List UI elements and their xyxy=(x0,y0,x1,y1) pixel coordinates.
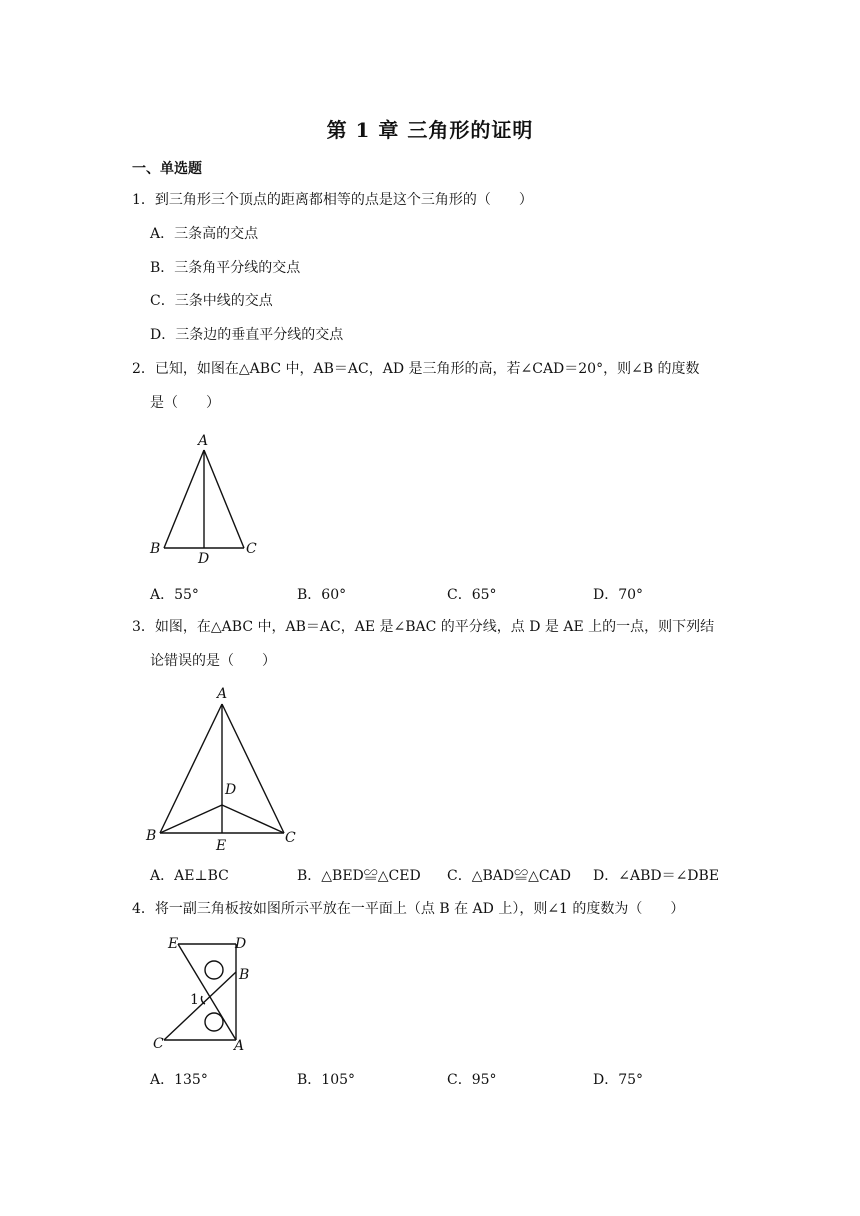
q2-label-c: C xyxy=(246,541,257,557)
q3-label-d: D xyxy=(225,782,237,798)
question-2-option-b: B．60° xyxy=(297,587,347,603)
question-2-option-c: C．65° xyxy=(447,587,497,603)
question-4-option-d: D．75° xyxy=(593,1072,644,1088)
question-4-option-a: A．135° xyxy=(150,1072,208,1088)
question-2-stem-line2: 是（ ） xyxy=(150,395,220,411)
question-3-option-d: D．∠ABD＝∠DBE xyxy=(593,868,720,884)
section-heading: 一、单选题 xyxy=(132,161,202,177)
question-2-option-a: A．55° xyxy=(150,587,199,603)
q3-label-a: A xyxy=(217,686,228,702)
q2-label-b: B xyxy=(150,541,161,557)
q4-label-b: B xyxy=(239,967,250,983)
q3-label-c: C xyxy=(285,830,296,846)
question-4-figure xyxy=(150,930,270,1060)
question-2-option-d: D．70° xyxy=(593,587,644,603)
q3-label-e: E xyxy=(216,838,227,854)
q2-label-d: D xyxy=(198,551,210,567)
question-1-stem: 1．到三角形三个顶点的距离都相等的点是这个三角形的（ ） xyxy=(132,192,533,208)
q2-label-a: A xyxy=(198,433,209,449)
q4-label-angle-1: 1 xyxy=(190,992,199,1008)
question-3-option-b: B．△BED≌△CED xyxy=(297,868,421,884)
question-1-option-c: C．三条中线的交点 xyxy=(150,293,273,309)
question-2-stem-line1: 2．已知，如图在△ABC 中，AB＝AC，AD 是三角形的高，若∠CAD＝20°，则∠B 的度数 xyxy=(132,361,700,377)
q4-label-c: C xyxy=(153,1036,164,1052)
question-3-stem-line2: 论错误的是（ ） xyxy=(150,653,276,669)
question-3-option-a: A．AE⊥BC xyxy=(150,868,229,884)
q4-label-a: A xyxy=(234,1038,245,1054)
page-title: 第 1 章 三角形的证明 xyxy=(326,118,534,142)
question-4-stem: 4．将一副三角板按如图所示平放在一平面上（点 B 在 AD 上），则∠1 的度数为（ ） xyxy=(132,901,685,917)
question-3-stem-line1: 3．如图，在△ABC 中，AB＝AC，AE 是∠BAC 的平分线，点 D 是 AE 上的一点，则下列结 xyxy=(132,619,715,635)
question-4-option-c: C．95° xyxy=(447,1072,497,1088)
question-2-figure xyxy=(140,425,280,570)
question-1-option-a: A．三条高的交点 xyxy=(150,226,259,242)
q4-label-d: D xyxy=(235,936,247,952)
question-3-option-c: C．△BAD≌△CAD xyxy=(447,868,571,884)
q4-label-e: E xyxy=(168,936,179,952)
question-4-option-b: B．105° xyxy=(297,1072,356,1088)
q3-label-b: B xyxy=(146,828,157,844)
question-1-option-d: D．三条边的垂直平分线的交点 xyxy=(150,327,344,343)
question-1-option-b: B．三条角平分线的交点 xyxy=(150,260,301,276)
question-3-figure xyxy=(140,680,310,855)
